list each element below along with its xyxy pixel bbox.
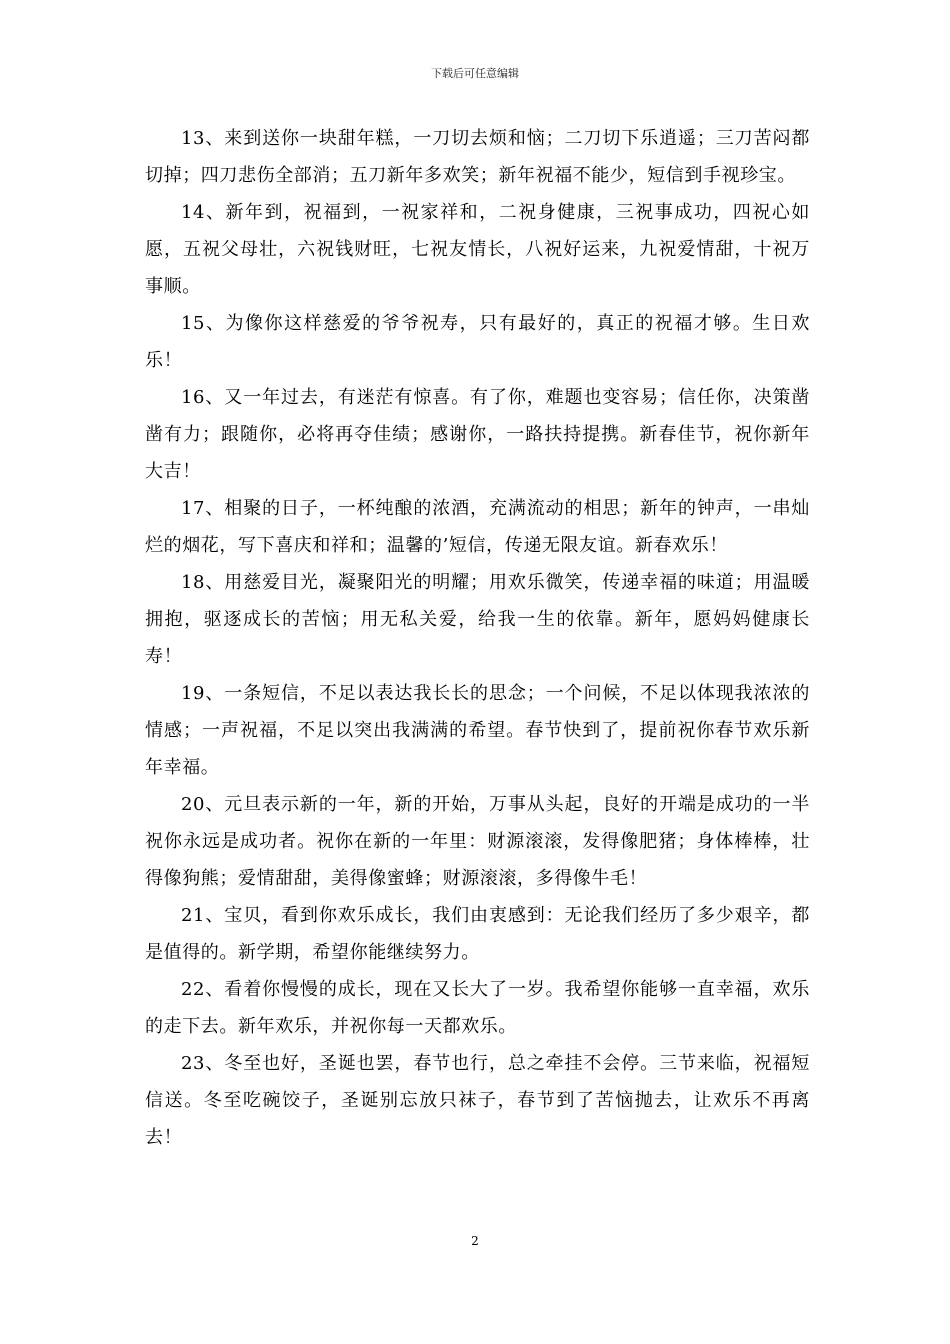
paragraph-16: 16、又一年过去，有迷茫有惊喜。有了你，难题也变容易；信任你，决策凿凿有力；跟随你，必将再夺佳绩；感谢你，一路扶持提携。新春佳节，祝你新年大吉！ [145,387,810,482]
paragraph-18: 18、用慈爱目光，凝聚阳光的明耀；用欢乐微笑，传递幸福的味道；用温暖拥抱，驱逐成长的苦恼；用无私关爱，给我一生的依靠。新年，愿妈妈健康长寿！ [145,572,810,667]
paragraph-19: 19、一条短信，不足以表达我长长的思念；一个问候，不足以体现我浓浓的情感；一声祝福，不足以突出我满满的希望。春节快到了，提前祝你春节欢乐新年幸福。 [145,683,810,778]
page-number: 2 [471,1234,479,1248]
paragraph-17: 17、相聚的日子，一杯纯酿的浓酒，充满流动的相思；新年的钟声，一串灿烂的烟花，写下喜庆和祥和；温馨的’短信，传递无限友谊。新春欢乐！ [145,498,810,556]
page-header: 下载后可任意编辑 [431,67,519,80]
paragraph-14: 14、新年到，祝福到，一祝家祥和，二祝身健康，三祝事成功，四祝心如愿，五祝父母壮，六祝钱财旺，七祝友情长，八祝好运来，九祝爱情甜，十祝万事顺。 [145,202,810,297]
paragraph-13: 13、来到送你一块甜年糕，一刀切去烦和恼；二刀切下乐逍遥；三刀苦闷都切掉；四刀悲伤全部消；五刀新年多欢笑；新年祝福不能少，短信到手视珍宝。 [145,128,810,186]
paragraph-20: 20、元旦表示新的一年，新的开始，万事从头起，良好的开端是成功的一半祝你永远是成功者。祝你在新的一年里：财源滚滚，发得像肥猪；身体棒棒，壮得像狗熊；爱情甜甜，美得像蜜蜂；财源滚滚，多得像牛毛！ [145,794,810,889]
document-body [145,120,810,1156]
paragraph-23: 23、冬至也好，圣诞也罢，春节也行，总之牵挂不会停。三节来临，祝福短信送。冬至吃碗饺子，圣诞别忘放只袜子，春节到了苦恼抛去，让欢乐不再离去！ [145,1053,810,1148]
paragraph-21: 21、宝贝，看到你欢乐成长，我们由衷感到：无论我们经历了多少艰辛，都是值得的。新学期，希望你能继续努力。 [145,905,810,963]
paragraph-15: 15、为像你这样慈爱的爷爷祝寿，只有最好的，真正的祝福才够。生日欢乐！ [145,313,810,371]
paragraph-22: 22、看着你慢慢的成长，现在又长大了一岁。我希望你能够一直幸福，欢乐的走下去。新年欢乐，并祝你每一天都欢乐。 [145,979,810,1037]
